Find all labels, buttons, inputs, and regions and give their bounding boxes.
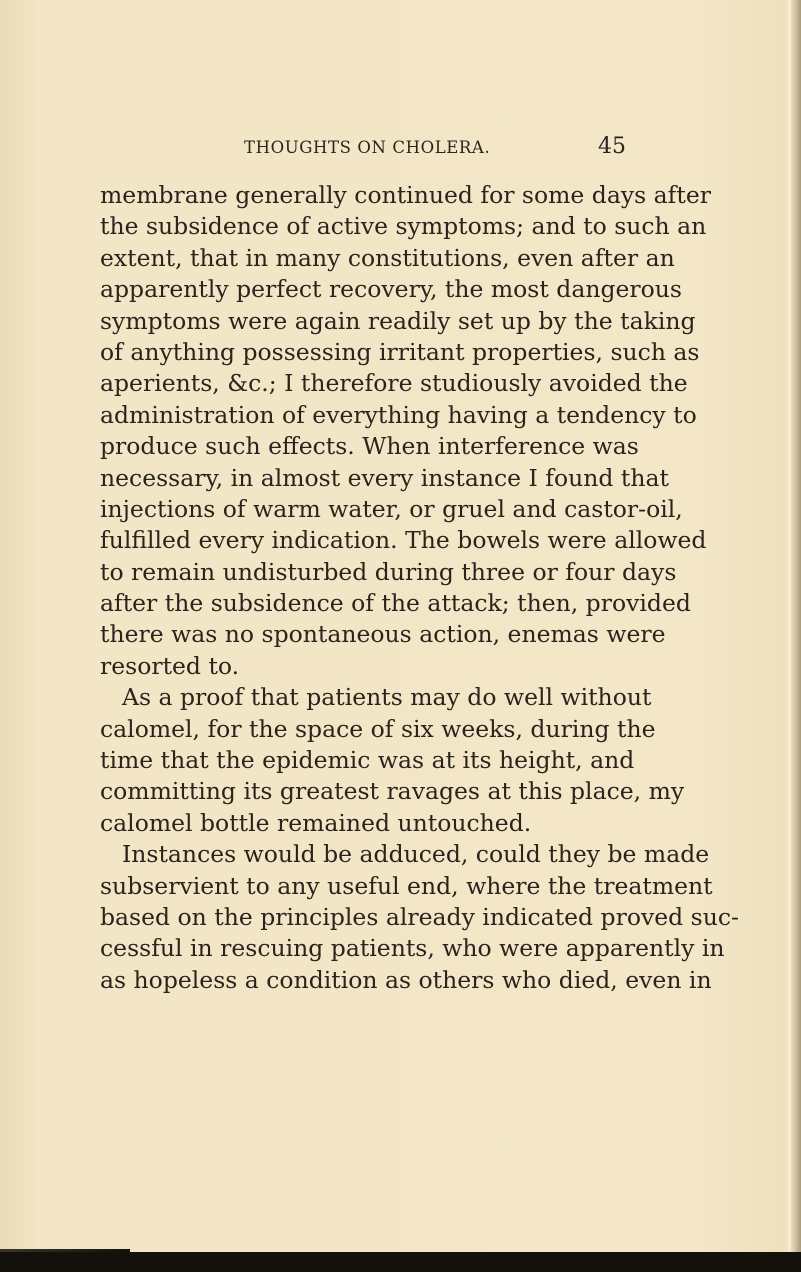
text-line: calomel, for the space of six weeks, during the xyxy=(100,714,656,743)
text-line: administration of everything having a tendency to xyxy=(100,400,697,429)
text-line: symptoms were again readily set up by the taking xyxy=(100,306,696,335)
text-line: apparently perfect recovery, the most dangerous xyxy=(100,275,682,304)
text-line: after the subsidence of the attack; then, provided xyxy=(100,589,691,618)
text-line: the subsidence of active symptoms; and to such an xyxy=(100,212,707,241)
text-line: resorted to. xyxy=(100,651,240,680)
text-line: membrane generally continued for some days after xyxy=(100,181,711,209)
text-line: to remain undisturbed during three or four days xyxy=(100,557,677,586)
text-line: aperients, &c.; I therefore studiously avoided the xyxy=(100,369,688,398)
text-line: of anything possessing irritant properties, such as xyxy=(100,337,700,366)
text-line: extent, that in many constitutions, even after an xyxy=(100,243,675,272)
text-line: calomel bottle remained untouched. xyxy=(100,808,532,837)
paragraph-start: Instances would be adduced, could they be made xyxy=(122,840,710,869)
page-edge xyxy=(791,0,801,1272)
running-title: THOUGHTS ON CHOLERA. xyxy=(244,138,491,157)
text-line: as hopeless a condition as others who died, even in xyxy=(100,965,712,994)
text-line: subservient to any useful end, where the treatment xyxy=(100,871,713,900)
text-line: cessful in rescuing patients, who were apparently in xyxy=(100,934,725,963)
text-line: there was no spontaneous action, enemas were xyxy=(100,620,666,649)
paragraph-start: As a proof that patients may do well without xyxy=(122,683,652,712)
text-line: time that the epidemic was at its height, and xyxy=(100,746,635,775)
text-line: based on the principles already indicated proved suc- xyxy=(100,902,739,931)
text-line: fulfilled every indication. The bowels were allowed xyxy=(100,526,707,555)
text-line: injections of warm water, or gruel and castor-oil, xyxy=(100,494,683,523)
text-line: produce such effects. When interference was xyxy=(100,432,639,461)
body-text xyxy=(100,180,739,996)
scan-border xyxy=(0,1252,801,1272)
page-number: 45 xyxy=(598,134,626,159)
text-line: necessary, in almost every instance I found that xyxy=(100,463,669,492)
text-line: committing its greatest ravages at this place, my xyxy=(100,777,685,806)
page-header xyxy=(100,134,630,164)
